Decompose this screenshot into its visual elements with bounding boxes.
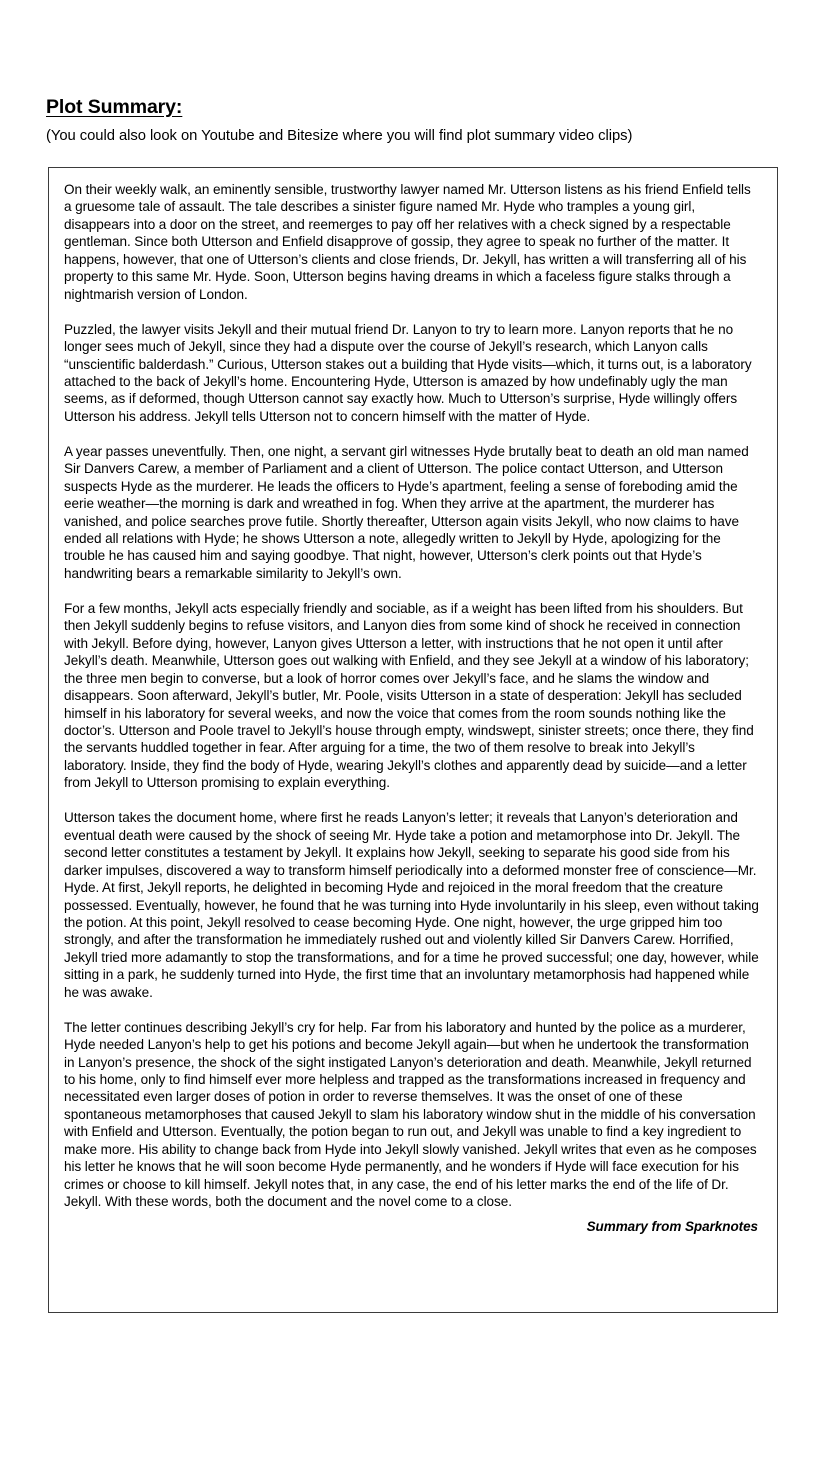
page-title: Plot Summary: [46, 96, 183, 118]
summary-paragraph: The letter continues describing Jekyll’s cry for help. Far from his laboratory and hunted by the police as a murderer, Hyde needed Lanyon’s help to get his potions and become Jekyll again—but when he undertook the transformation in Lanyon’s presence, the shock of the sight instigated Lanyon’s deterioration and death. Meanwhile, Jekyll returned to his home, only to find himself ever more helpless and trapped as the transformations increased in frequency and necessitated even larger doses of potion in order to reverse themselves. It was the onset of one of these spontaneous metamorphoses that caused Jekyll to slam his laboratory window shut in the middle of his conversation with Enfield and Utterson. Eventually, the potion began to run out, and Jekyll was unable to find a key ingredient to make more. His ability to change back from Hyde into Jekyll slowly vanished. Jekyll writes that even as he composes his letter he knows that he will soon become Hyde permanently, and he wonders if Hyde will face execution for his crimes or choose to kill himself. Jekyll notes that, in any case, the end of his letter marks the end of the life of Dr. Jekyll. With these words, both the document and the novel come to a close. [64, 1019, 757, 1210]
summary-paragraph: A year passes uneventfully. Then, one night, a servant girl witnesses Hyde brutally beat to death an old man named Sir Danvers Carew, a member of Parliament and a client of Utterson. The police contact Utterson, and Utterson suspects Hyde as the murderer. He leads the officers to Hyde’s apartment, feeling a sense of foreboding amid the eerie weather—the morning is dark and wreathed in fog. When they arrive at the apartment, the murderer has vanished, and police searches prove futile. Shortly thereafter, Utterson again visits Jekyll, who now claims to have ended all relations with Hyde; he shows Utterson a note, allegedly written to Jekyll by Hyde, apologizing for the trouble he has caused him and saying goodbye. That night, however, Utterson’s clerk points out that Hyde’s handwriting bears a remarkable similarity to Jekyll’s own. [64, 443, 749, 581]
plot-summary-box [48, 167, 778, 1313]
page-subtitle-note: (You could also look on Youtube and Bitesize where you will find plot summary video clips) [46, 128, 633, 144]
summary-paragraph: On their weekly walk, an eminently sensible, trustworthy lawyer named Mr. Utterson listens as his friend Enfield tells a gruesome tale of assault. The tale describes a sinister figure named Mr. Hyde who tramples a young girl, disappears into a door on the street, and reemerges to pay off her relatives with a check signed by a respectable gentleman. Since both Utterson and Enfield disapprove of gossip, they agree to speak no further of the matter. It happens, however, that one of Utterson’s clients and close friends, Dr. Jekyll, has written a will transferring all of his property to this same Mr. Hyde. Soon, Utterson begins having dreams in which a faceless figure stalks through a nightmarish version of London. [64, 182, 751, 302]
summary-paragraph: For a few months, Jekyll acts especially friendly and sociable, as if a weight has been lifted from his shoulders. But then Jekyll suddenly begins to refuse visitors, and Lanyon dies from some kind of shock he received in connection with Jekyll. Before dying, however, Lanyon gives Utterson a letter, with instructions that he not open it until after Jekyll’s death. Meanwhile, Utterson goes out walking with Enfield, and they see Jekyll at a window of his laboratory; the three men begin to converse, but a look of horror comes over Jekyll’s face, and he slams the window and disappears. Soon afterward, Jekyll’s butler, Mr. Poole, visits Utterson in a state of desperation: Jekyll has secluded himself in his laboratory for several weeks, and now the voice that comes from the room sounds nothing like the doctor’s. Utterson and Poole travel to Jekyll’s house through empty, windswept, sinister streets; once there, they find the servants huddled together in fear. After arguing for a time, the two of them resolve to break into Jekyll’s laboratory. Inside, they find the body of Hyde, wearing Jekyll’s clothes and apparently dead by suicide—and a letter from Jekyll to Utterson promising to explain everything. [64, 600, 754, 791]
summary-paragraph: Utterson takes the document home, where first he reads Lanyon’s letter; it reveals that Lanyon’s deterioration and eventual death were caused by the shock of seeing Mr. Hyde take a potion and metamorphose into Dr. Jekyll. The second letter constitutes a testament by Jekyll. It explains how Jekyll, seeking to separate his good side from his darker impulses, discovered a way to transform himself periodically into a deformed monster free of conscience—Mr. Hyde. At first, Jekyll reports, he delighted in becoming Hyde and rejoiced in the moral freedom that the creature possessed. Eventually, however, he found that he was turning into Hyde involuntarily in his sleep, even without taking the potion. At this point, Jekyll resolved to cease becoming Hyde. One night, however, the urge gripped him too strongly, and after the transformation he immediately rushed out and violently killed Sir Danvers Carew. Horrified, Jekyll tried more adamantly to stop the transformations, and for a time he proved successful; one day, however, while sitting in a park, he suddenly turned into Hyde, the first time that an involuntary metamorphosis had happened while he was awake. [64, 810, 759, 1000]
summary-paragraph: Puzzled, the lawyer visits Jekyll and their mutual friend Dr. Lanyon to try to learn more. Lanyon reports that he no longer sees much of Jekyll, since they had a dispute over the course of Jekyll’s research, which Lanyon calls “unscientific balderdash.” Curious, Utterson stakes out a building that Hyde visits—which, it turns out, is a laboratory attached to the back of Jekyll’s home. Encountering Hyde, Utterson is amazed by how undefinably ugly the man seems, as if deformed, though Utterson cannot say exactly how. Much to Utterson’s surprise, Hyde willingly offers Utterson his address. Jekyll tells Utterson not to concern himself with the matter of Hyde. [64, 321, 752, 424]
summary-attribution: Summary from Sparknotes [586, 1218, 758, 1234]
